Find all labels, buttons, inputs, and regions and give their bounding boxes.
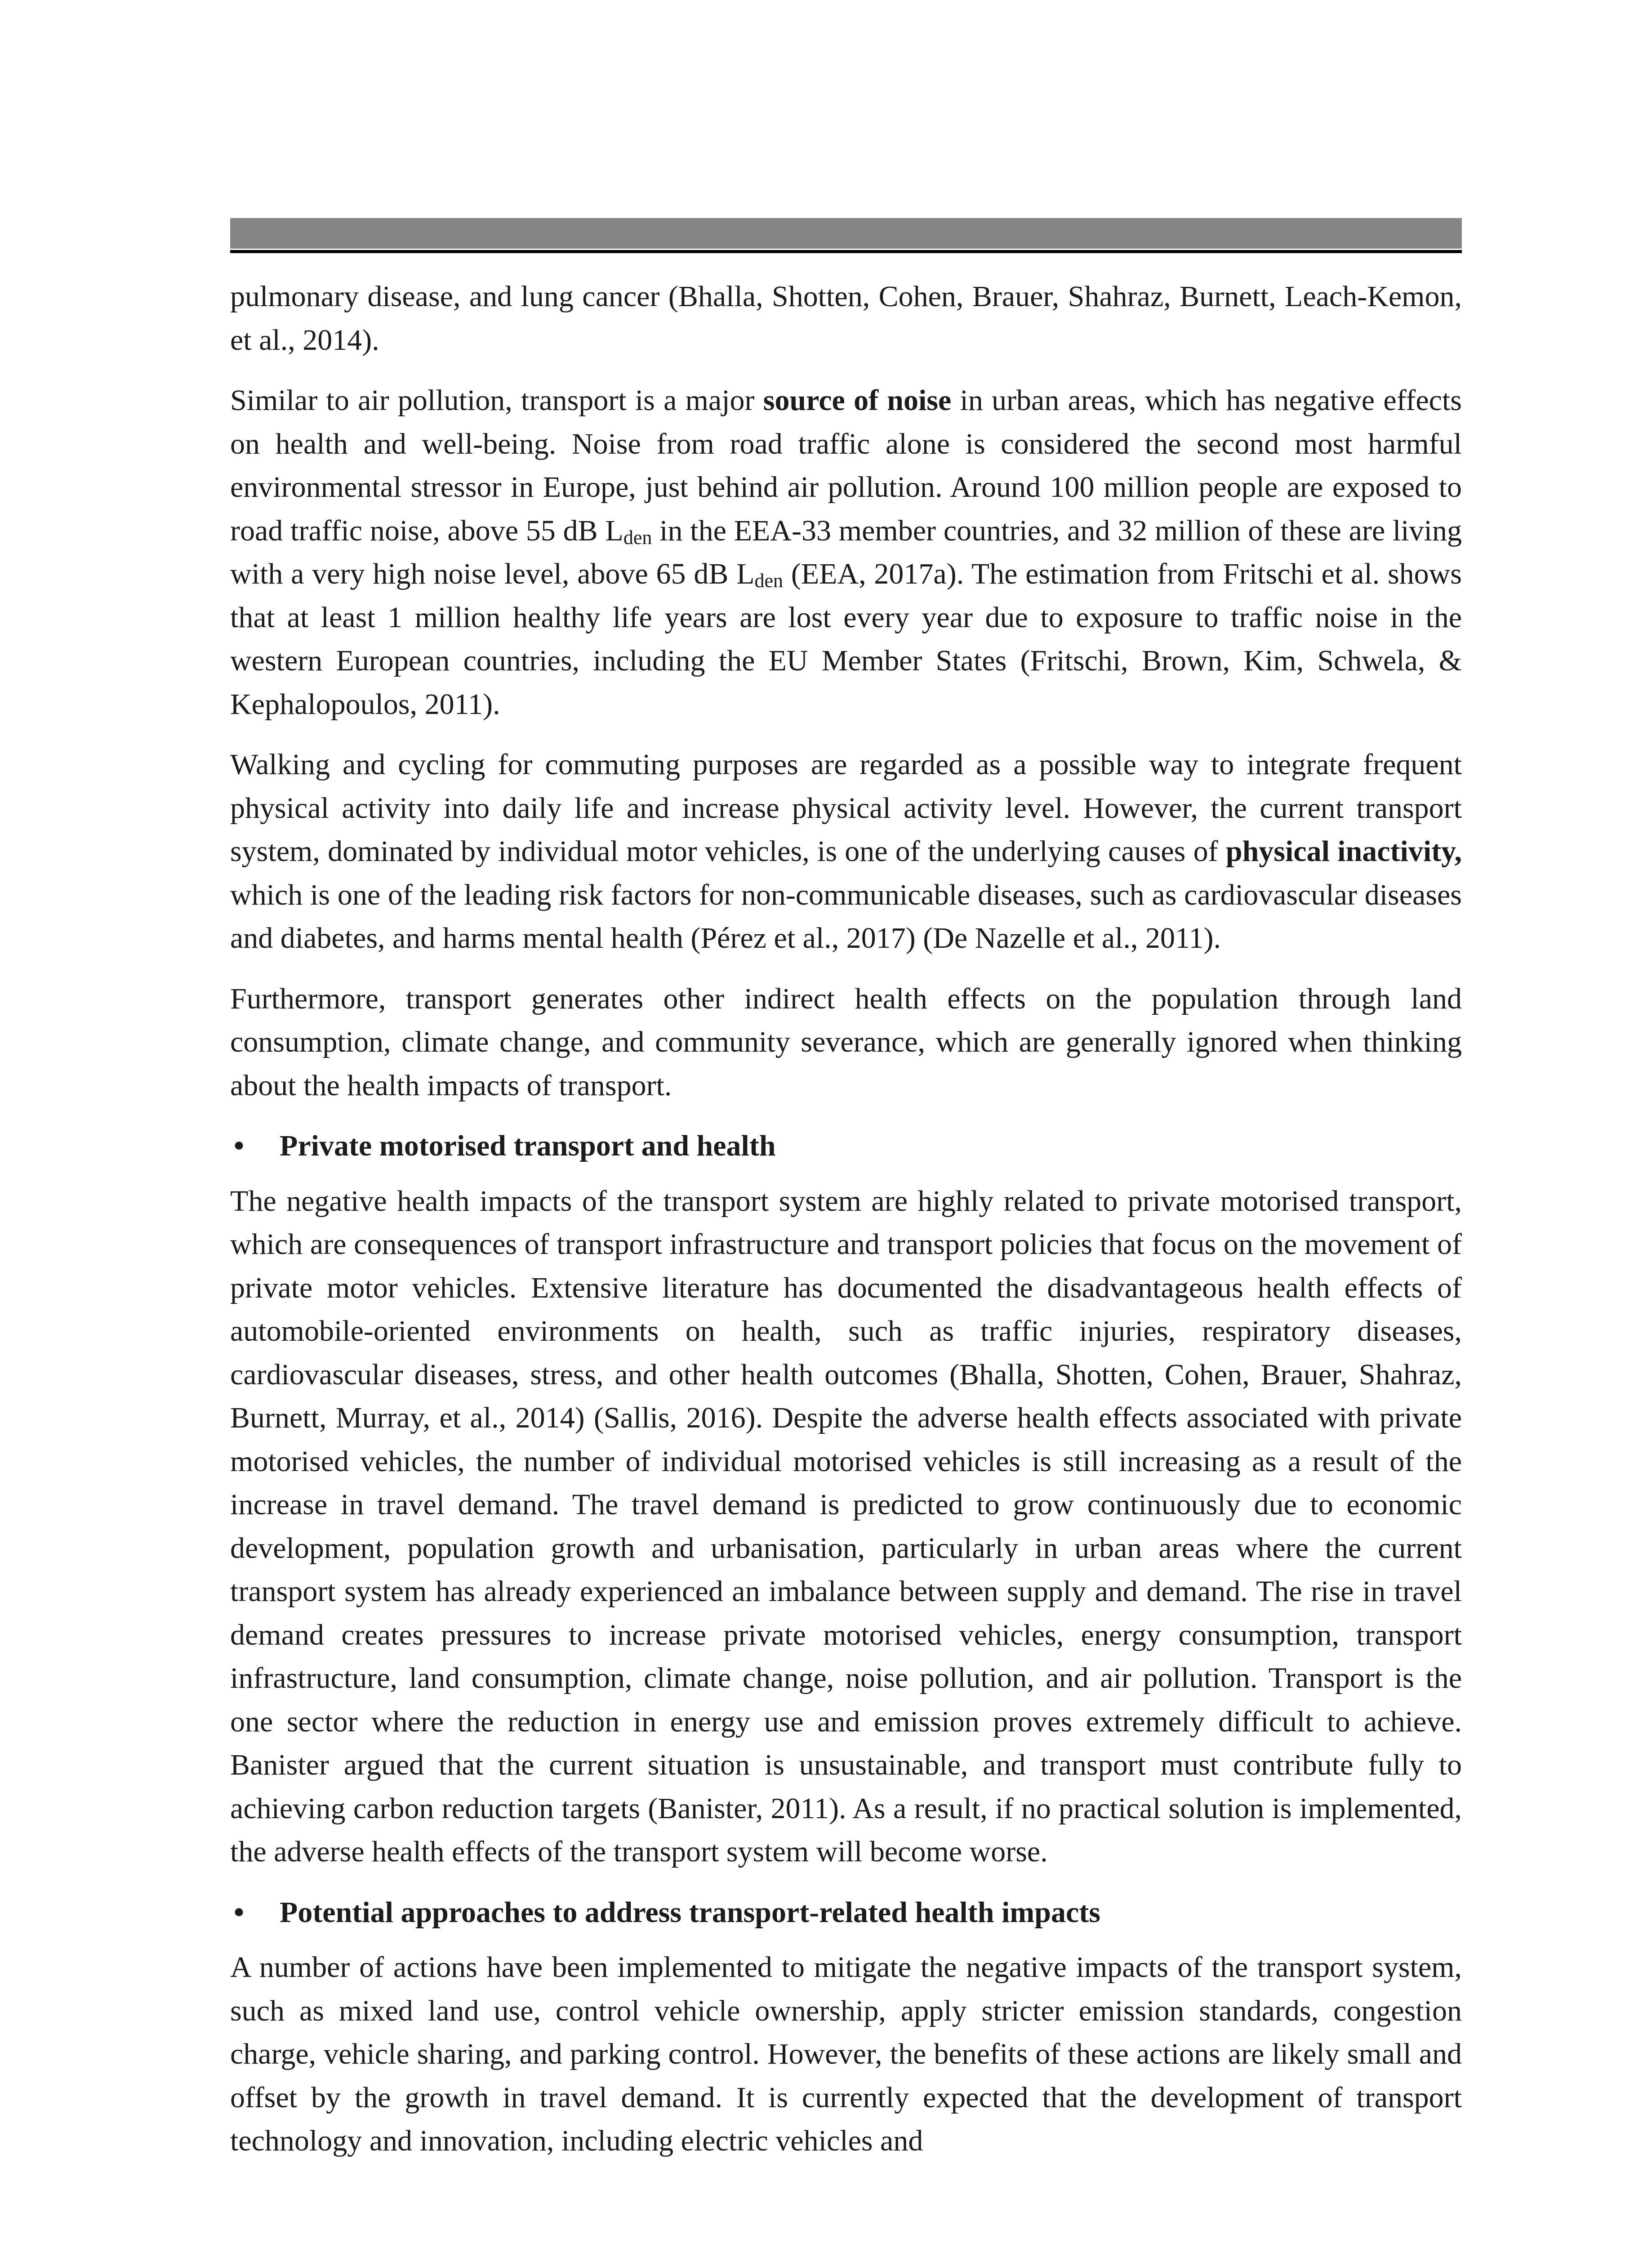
paragraph-2 xyxy=(230,379,1462,726)
paragraph-3-text-b: which is one of the leading risk factors for non-communicable diseases, such as cardiovascular diseases and diabetes, and harms mental health (Pérez et al., 2017) (De Nazelle et al., 2011). xyxy=(230,878,1462,955)
paragraph-3-bold: physical inactivity, xyxy=(1225,835,1462,868)
paragraph-2-bold: source of noise xyxy=(763,384,952,417)
header-rule xyxy=(230,250,1462,253)
paragraph-2-subscript-1: den xyxy=(623,526,652,549)
paragraph-2-text-a: Similar to air pollution, transport is a major xyxy=(230,384,763,417)
section-heading-2-text: Potential approaches to address transport-related health impacts xyxy=(280,1896,1100,1929)
paragraph-2-text-c: in the EEA-33 member countries, and 32 million of these are living with a very high noise level, above 65 dB L xyxy=(230,514,1462,590)
paragraph-3-text-a: Walking and cycling for commuting purposes are regarded as a possible way to integrate frequent physical activity into daily life and increase physical activity level. However, the current transport system, dominated by individual motor vehicles, is one of the underlying causes of xyxy=(230,748,1462,868)
paragraph-5: The negative health impacts of the transport system are highly related to private motorised transport, which are consequences of transport infrastructure and transport policies that focus on the movement of private motor vehicles. Extensive literature has documented the disadvantageous health effects of automobile-oriented environments on health, such as traffic injuries, respiratory diseases, cardiovascular diseases, stress, and other health outcomes (Bhalla, Shotten, Cohen, Brauer, Shahraz, Burnett, Murray, et al., 2014) (Sallis, 2016). Despite the adverse health effects associated with private motorised vehicles, the number of individual motorised vehicles is still increasing as a result of the increase in travel demand. The travel demand is predicted to grow continuously due to economic development, population growth and urbanisation, particularly in urban areas where the current transport system has already experienced an imbalance between supply and demand. The rise in travel demand creates pressures to increase private motorised vehicles, energy consumption, transport infrastructure, land consumption, climate change, noise pollution, and air pollution. Transport is the one sector where the reduction in energy use and emission proves extremely difficult to achieve. Banister argued that the current situation is unsustainable, and transport must contribute fully to achieving carbon reduction targets (Banister, 2011). As a result, if no practical solution is implemented, the adverse health effects of the transport system will become worse. xyxy=(230,1184,1462,1868)
section-heading-2 xyxy=(230,1891,1462,1935)
paragraph-2-subscript-2: den xyxy=(754,570,784,592)
section-heading-1-text: Private motorised transport and health xyxy=(280,1129,776,1162)
section-heading-1 xyxy=(230,1124,1462,1168)
bullet-icon: • xyxy=(234,1129,245,1162)
paragraph-3 xyxy=(230,743,1462,960)
bullet-icon: • xyxy=(234,1896,245,1929)
paragraph-2-text-d: (EEA, 2017a). The estimation from Fritschi et al. shows that at least 1 million healthy life years are lost every year due to exposure to traffic noise in the western European countries, including the EU Member States (Fritschi, Brown, Kim, Schwela, & Kephalopoulos, 2011). xyxy=(230,558,1462,721)
body-text xyxy=(230,275,1462,2180)
paragraph-6: A number of actions have been implemented to mitigate the negative impacts of the transport system, such as mixed land use, control vehicle ownership, apply stricter emission standards, congestion charge, vehicle sharing, and parking control. However, the benefits of these actions are likely small and offset by the growth in travel demand. It is currently expected that the development of transport technology and innovation, including electric vehicles and xyxy=(230,1951,1462,2157)
paragraph-4: Furthermore, transport generates other indirect health effects on the population through land consumption, climate change, and community severance, which are generally ignored when thinking about the health impacts of transport. xyxy=(230,982,1462,1102)
paragraph-1: pulmonary disease, and lung cancer (Bhalla, Shotten, Cohen, Brauer, Shahraz, Burnett, Leach-Kemon, et al., 2014). xyxy=(230,280,1462,357)
paragraph-2-text-b: in urban areas, which has negative effects on health and well-being. Noise from road traffic alone is considered the second most harmful environmental stressor in Europe, just behind air pollution. Around 100 million people are exposed to road traffic noise, above 55 dB L xyxy=(230,384,1462,547)
header-bar xyxy=(230,218,1462,249)
